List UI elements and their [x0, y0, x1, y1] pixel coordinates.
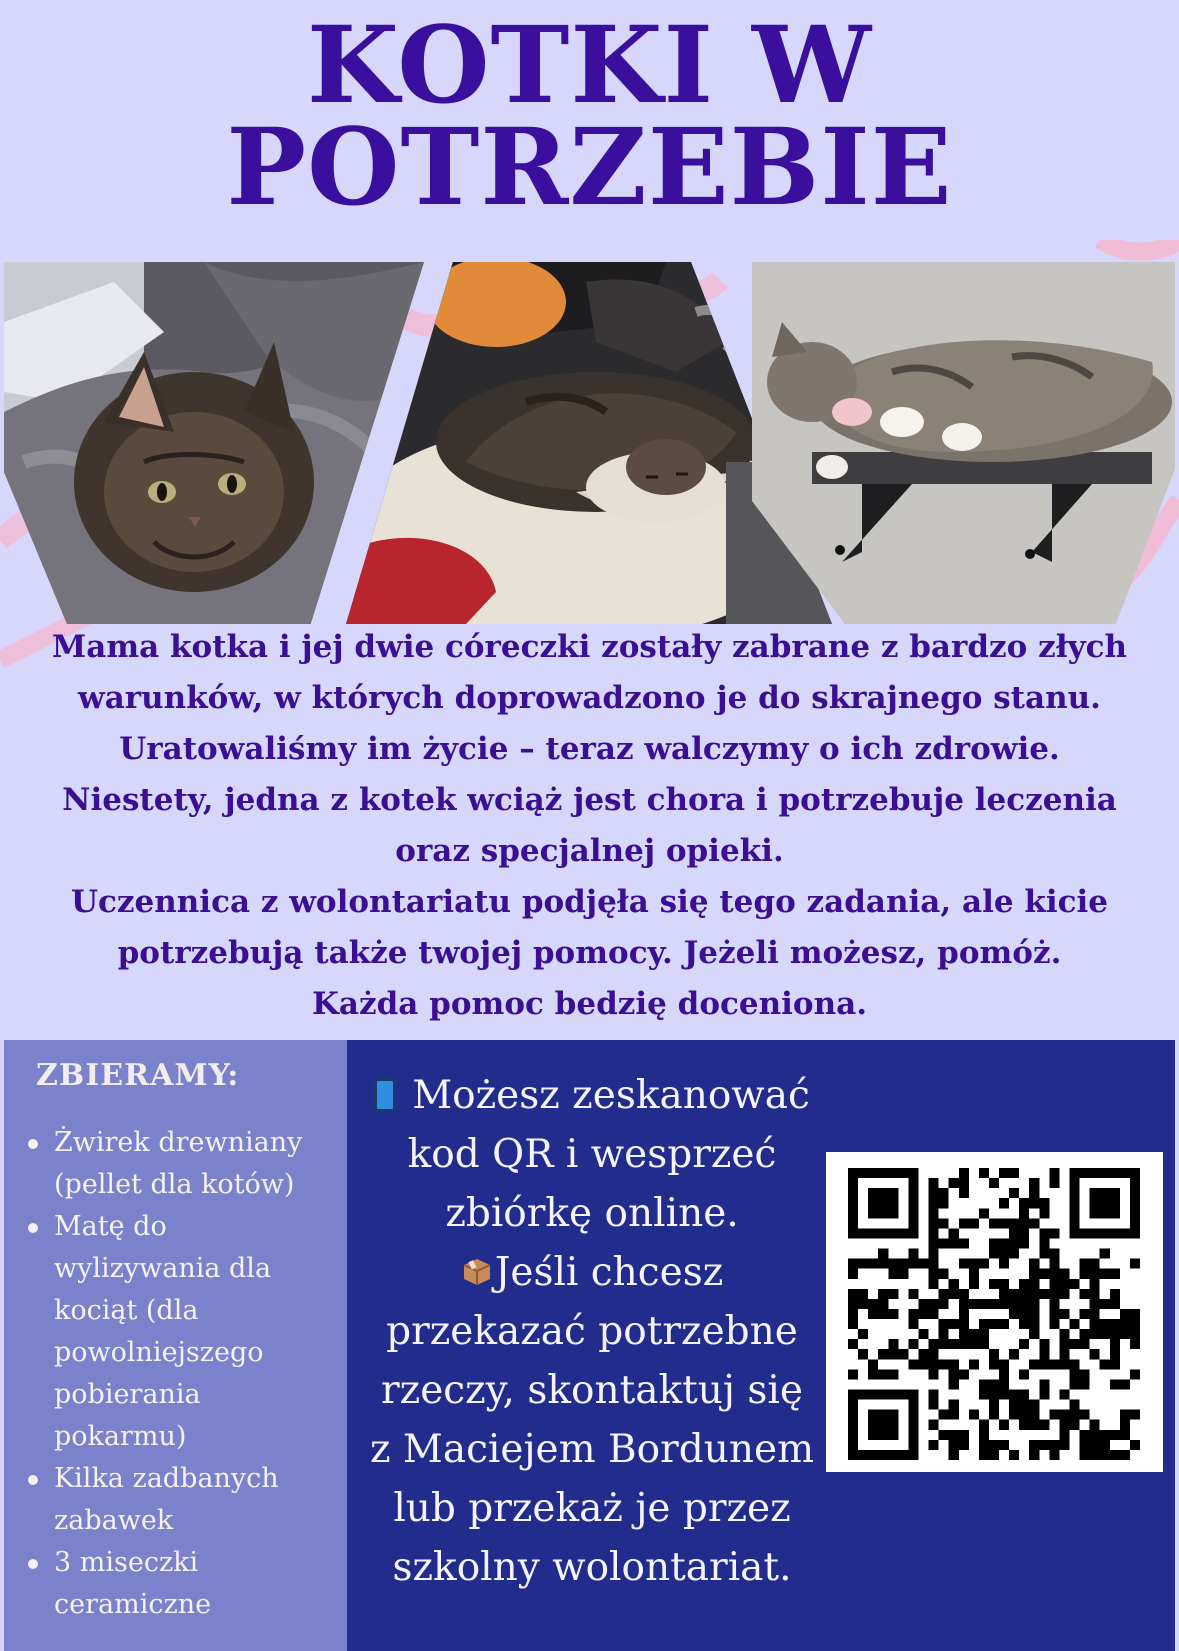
donation-info — [362, 1066, 822, 1597]
story-line: warunków, w których doprowadzono je do skrajnego stanu. — [78, 680, 1101, 716]
story-line: potrzebują także twojej pomocy. Jeżeli możesz, pomóż. — [117, 935, 1062, 971]
info-line: rzeczy, skontaktuj się — [381, 1368, 803, 1413]
collect-list — [28, 1122, 328, 1626]
list-item: Kilka zadbanych zabawek — [28, 1458, 328, 1542]
story-line: Każda pomoc bedzię doceniona. — [311, 986, 868, 1022]
info-line: kod QR i wesprzeć — [407, 1132, 777, 1177]
title-line-1: KOTKI W — [306, 2, 873, 127]
info-line: szkolny wolontariat. — [392, 1545, 792, 1590]
phone-icon — [374, 1078, 396, 1112]
list-item: Żwirek drewniany (pellet dla kotów) — [28, 1122, 328, 1206]
story-text — [30, 622, 1149, 1030]
story-line: oraz specjalnej opieki. — [395, 833, 784, 869]
package-icon — [461, 1255, 493, 1287]
info-line: lub przekaż je przez — [393, 1486, 791, 1531]
info-line: Jeśli chcesz — [362, 1243, 822, 1302]
story-line: Uratowaliśmy im życie – teraz walczymy o ich zdrowie. — [119, 731, 1060, 767]
kitten-on-shelf-photo — [752, 262, 1175, 624]
title-line-2: POTRZEBIE — [226, 104, 953, 229]
qr-code-icon — [848, 1168, 1140, 1460]
info-line: przekazać potrzebne — [386, 1309, 798, 1354]
info-line: z Maciejem Bordunem — [369, 1427, 815, 1472]
story-line: Niestety, jedna z kotek wciąż jest chora i potrzebuje leczenia — [62, 782, 1117, 818]
list-item: Matę do wylizywania dla kociąt (dla powolniejszego pobierania pokarmu) — [28, 1206, 328, 1458]
info-line: zbiórkę online. — [445, 1191, 739, 1236]
qr-code[interactable] — [826, 1152, 1163, 1472]
collect-title: ZBIERAMY: — [36, 1058, 240, 1093]
info-line: Możesz zeskanować — [362, 1066, 822, 1125]
list-item: 3 miseczki ceramiczne — [28, 1542, 328, 1626]
story-line: Mama kotka i jej dwie córeczki zostały zabrane z bardzo złych — [51, 629, 1128, 665]
page-title — [0, 2, 1179, 229]
story-line: Uczennica z wolontariatu podjęła się tego zadania, ale kicie — [70, 884, 1108, 920]
